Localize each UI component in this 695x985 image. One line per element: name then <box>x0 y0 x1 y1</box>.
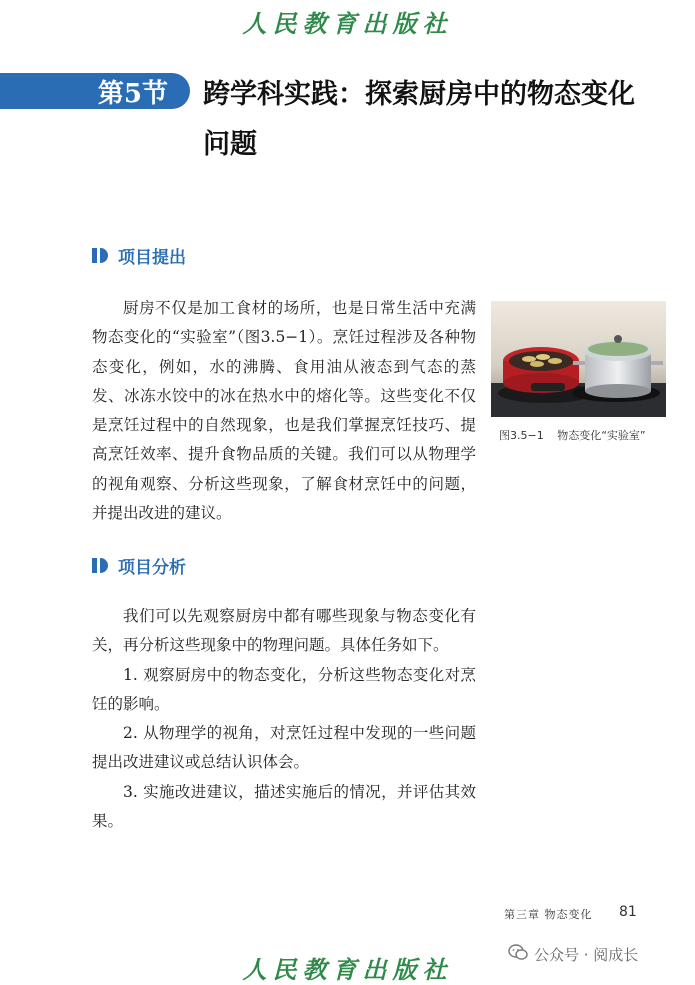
heading-marker-d-icon <box>100 558 108 573</box>
publisher-logo-bottom: 人民教育出版社 <box>242 955 453 984</box>
kitchen-photo <box>491 301 666 417</box>
figure-caption-text: 物态变化“实验室” <box>557 429 646 442</box>
footer-chapter: 第三章 物态变化 <box>504 908 593 921</box>
kitchen-photo-illustration <box>491 301 666 417</box>
heading-project-analysis <box>92 553 186 578</box>
heading-text: 项目分析 <box>118 558 186 578</box>
watermark <box>508 944 638 965</box>
analysis-text <box>92 602 476 836</box>
task-item-2: 2. 从物理学的视角，对烹饪过程中发现的一些问题提出改进建议或总结认识体会。 <box>92 724 476 772</box>
section-title: 跨学科实践：探索厨房中的物态变化问题 <box>203 79 635 160</box>
wechat-icon <box>508 944 528 965</box>
heading-marker-icon <box>92 558 97 573</box>
paragraph-1: 厨房不仅是加工食材的场所，也是日常生活中充满物态变化的“实验室”（图3.5−1）。烹饪过程涉及各种物态变化，例如，水的沸腾、食用油从液态到气态的蒸发、冰冻水饺中的冰在热水中的熔化等。这些变化不仅是烹饪过程中的自然现象，也是我们掌握烹饪技巧、提高烹饪效率、提升食物品质的关键。我们可以从物理学的视角观察、分析这些现象，了解食材烹饪中的问题，并提出改进的建议。 <box>92 299 476 523</box>
figure-number: 图3.5−1 <box>499 429 544 442</box>
analysis-intro: 我们可以先观察厨房中都有哪些现象与物态变化有关，再分析这些现象中的物理问题。具体任务如下。 <box>92 607 476 655</box>
heading-marker-d-icon <box>100 248 108 263</box>
task-item-3: 3. 实施改进建议，描述实施后的情况，并评估其效果。 <box>92 782 476 831</box>
paragraph-proposal <box>92 294 476 528</box>
watermark-text: 公众号 · 阅成长 <box>534 946 639 964</box>
heading-text: 项目提出 <box>118 248 186 268</box>
heading-marker-icon <box>92 248 97 263</box>
task-item-1: 1. 观察厨房中的物态变化，分析这些物态变化对烹饪的影响。 <box>92 665 476 713</box>
figure-caption <box>499 427 669 443</box>
publisher-logo-top: 人民教育出版社 <box>242 9 453 38</box>
heading-project-proposal <box>92 243 186 268</box>
page-number: 81 <box>619 904 637 920</box>
section-label: 第5节 <box>0 73 190 109</box>
